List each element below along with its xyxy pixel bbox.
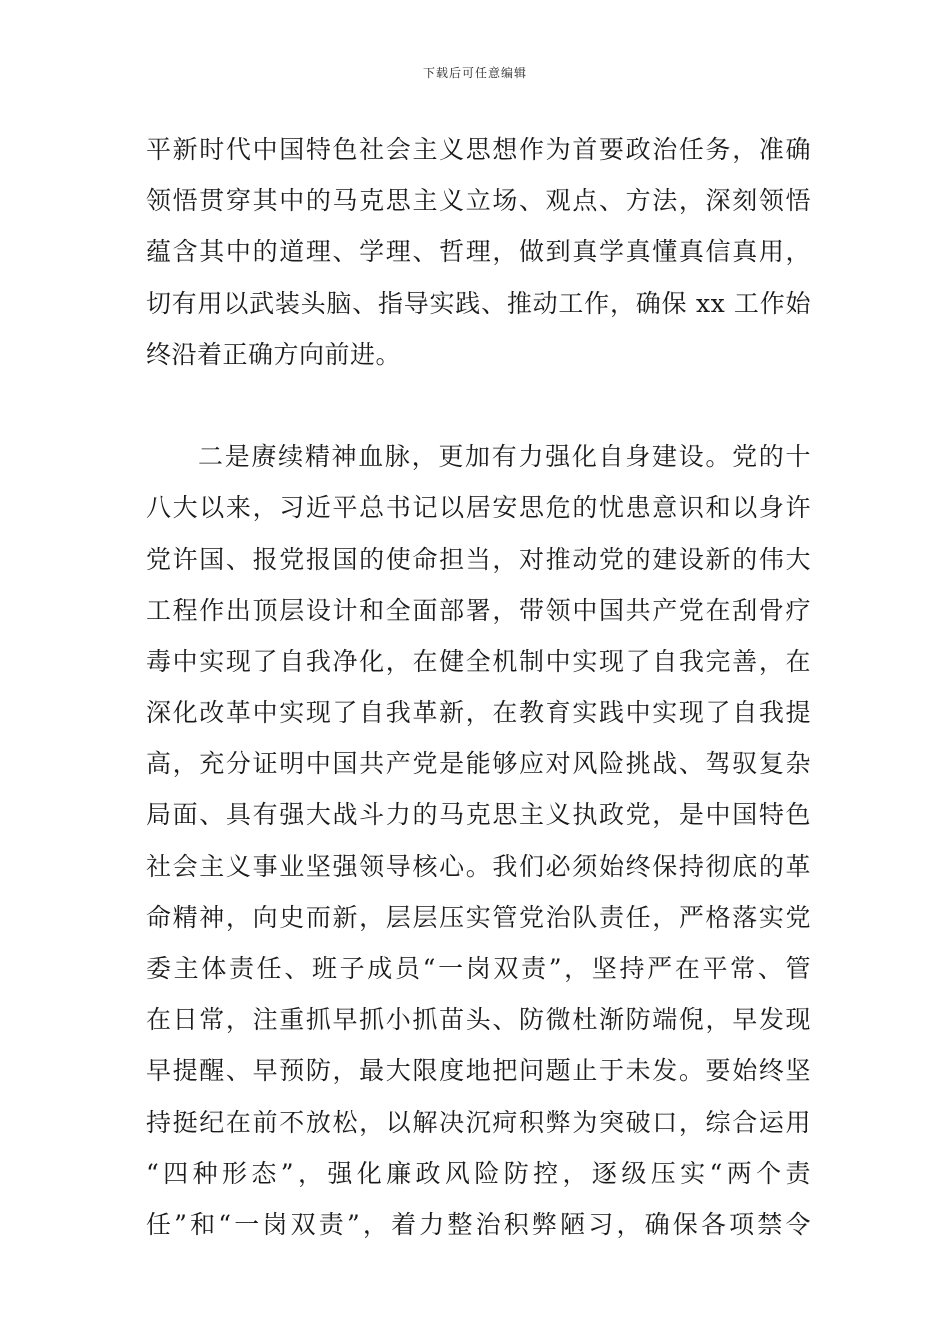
header-note: 下载后可任意编辑: [422, 66, 527, 80]
text-line: 在日常，注重抓早抓小抓苗头、防微杜渐防端倪，早发现: [146, 1005, 811, 1035]
paragraph-spacer: [146, 380, 811, 431]
text-line: 深化改革中实现了自我革新，在教育实践中实现了自我提: [146, 698, 811, 728]
text-line: 局面、具有强大战斗力的马克思主义执政党，是中国特色: [146, 800, 811, 830]
text-line: 高，充分证明中国共产党是能够应对风险挑战、驾驭复杂: [146, 749, 811, 779]
text-line: 任”和“一岗双责”，着力整治积弊陋习，确保各项禁令: [146, 1209, 811, 1239]
paragraph-1: [146, 124, 811, 380]
text-line: 持挺纪在前不放松，以解决沉疴积弊为突破口，综合运用: [146, 1107, 811, 1137]
text-line: 终沿着正确方向前进。: [146, 339, 402, 369]
text-line: 社会主义事业坚强领导核心。我们必须始终保持彻底的革: [146, 851, 811, 881]
text-line: 工程作出顶层设计和全面部署，带领中国共产党在刮骨疗: [146, 595, 811, 625]
text-line: 早提醒、早预防，最大限度地把问题止于未发。要始终坚: [146, 1056, 811, 1086]
paragraph-2: [146, 431, 811, 1250]
text-line: 毒中实现了自我净化，在健全机制中实现了自我完善，在: [146, 646, 811, 676]
text-line: 切有用以武装头脑、指导实践、推动工作，确保 xx 工作始: [146, 288, 811, 318]
text-line: 领悟贯穿其中的马克思主义立场、观点、方法，深刻领悟: [146, 186, 811, 216]
text-line: 委主体责任、班子成员“一岗双责”，坚持严在平常、管: [146, 954, 811, 983]
document-body: [146, 124, 811, 1250]
text-line: 八大以来，习近平总书记以居安思危的忧患意识和以身许: [146, 493, 811, 523]
text-line: 二是赓续精神血脉，更加有力强化自身建设。党的十: [198, 442, 811, 472]
text-line: 平新时代中国特色社会主义思想作为首要政治任务，准确: [146, 135, 811, 164]
text-line: 蕴含其中的道理、学理、哲理，做到真学真懂真信真用，: [146, 237, 811, 267]
text-line: 党许国、报党报国的使命担当，对推动党的建设新的伟大: [146, 544, 811, 574]
text-line: 命精神，向史而新，层层压实管党治队责任，严格落实党: [146, 902, 811, 932]
text-line: “四种形态”，强化廉政风险防控，逐级压实“两个责: [146, 1158, 811, 1188]
